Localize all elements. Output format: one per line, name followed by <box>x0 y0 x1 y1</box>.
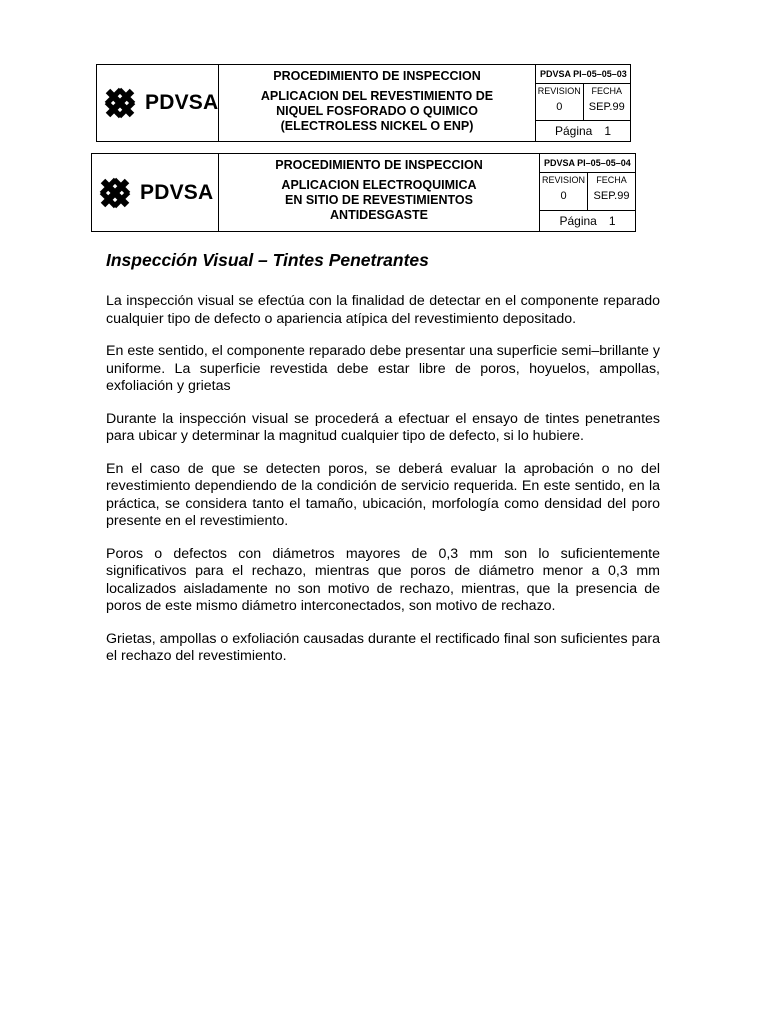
header-meta <box>536 65 630 141</box>
body-paragraph: La inspección visual se efectúa con la finalidad de detectar en el componente reparado cualquier tipo de defecto o apariencia atípica del revestimiento depositado. <box>106 293 660 327</box>
revision-label: REVISION <box>541 175 585 185</box>
header-title: PROCEDIMIENTO DE INSPECCION <box>275 158 483 172</box>
body-paragraph: Durante la inspección visual se procederá a efectuar el ensayo de tintes penetrantes para ubicar y determinar la magnitud cualquier tipo de defecto, si lo hubiere. <box>106 410 660 444</box>
page-value: 1 <box>608 214 616 228</box>
revision-cell <box>536 84 584 120</box>
revision-value: 0 <box>560 190 567 202</box>
section-heading: Inspección Visual – Tintes Penetrantes <box>106 250 429 270</box>
body-paragraph: Grietas, ampollas o exfoliación causadas durante el rectificado final son suficientes para el rechazo del revestimiento. <box>106 630 660 664</box>
logo-text: PDVSA <box>140 180 214 204</box>
revision-date-row <box>540 173 635 211</box>
date-cell <box>584 84 631 120</box>
revision-cell <box>540 173 588 210</box>
page-number <box>540 211 635 231</box>
document-body <box>106 250 660 681</box>
header-subtitle-line: APLICACION ELECTROQUIMICA <box>281 178 477 192</box>
pdvsa-logo-icon <box>96 174 134 212</box>
date-label: FECHA <box>591 86 622 96</box>
pdvsa-logo <box>97 65 219 141</box>
pdvsa-logo <box>92 154 219 231</box>
page-label: Página <box>559 214 597 228</box>
header-subtitle-line: NIQUEL FOSFORADO O QUIMICO <box>276 104 478 118</box>
header-subtitle <box>261 89 493 134</box>
date-value: SEP.99 <box>588 101 625 113</box>
header-meta <box>540 154 635 231</box>
date-cell <box>588 173 635 210</box>
page-number <box>536 121 630 141</box>
header-title-block <box>219 65 536 141</box>
header-subtitle <box>281 178 476 223</box>
header-subtitle-line: APLICACION DEL REVESTIMIENTO DE <box>260 89 494 103</box>
document-code: PDVSA PI–05–05–04 <box>540 154 635 173</box>
revision-label: REVISION <box>537 86 581 96</box>
header-subtitle-line: (ELECTROLESS NICKEL O ENP) <box>280 119 474 133</box>
body-paragraph: Poros o defectos con diámetros mayores de 0,3 mm son lo suficientemente significativos para el rechazo, mientras que poros de diámetro menor a 0,3 mm localizados aisladamente no son motivo de rechazo, mientras, que la presencia de poros de este mismo diámetro interconectados, son motivo de rechazo. <box>106 545 660 614</box>
header-subtitle-line: EN SITIO DE REVESTIMIENTOS <box>284 193 473 207</box>
document-header-2 <box>91 153 636 232</box>
header-title-block <box>219 154 540 231</box>
revision-date-row <box>536 84 630 121</box>
document-code: PDVSA PI–05–05–03 <box>536 65 630 84</box>
document-header-1 <box>96 64 631 142</box>
body-paragraph: En este sentido, el componente reparado debe presentar una superficie semi–brillante y uniforme. La superficie revestida debe estar libre de poros, hoyuelos, ampollas, exfoliación y grietas <box>106 343 660 394</box>
page-value: 1 <box>604 124 612 138</box>
header-title: PROCEDIMIENTO DE INSPECCION <box>273 69 481 83</box>
logo-text: PDVSA <box>145 91 219 114</box>
date-value: SEP.99 <box>593 190 630 202</box>
page-label: Página <box>554 124 593 138</box>
date-label: FECHA <box>596 175 627 185</box>
pdvsa-logo-icon <box>101 84 139 122</box>
body-paragraph: En el caso de que se detecten poros, se deberá evaluar la aprobación o no del revestimiento dependiendo de la condición de servicio requerida. En este sentido, en la práctica, se considera tanto el tamaño, ubicación, morfología como densidad del poro presente en el revestimiento. <box>106 460 660 529</box>
revision-value: 0 <box>556 101 563 113</box>
header-subtitle-line: ANTIDESGASTE <box>330 208 428 222</box>
